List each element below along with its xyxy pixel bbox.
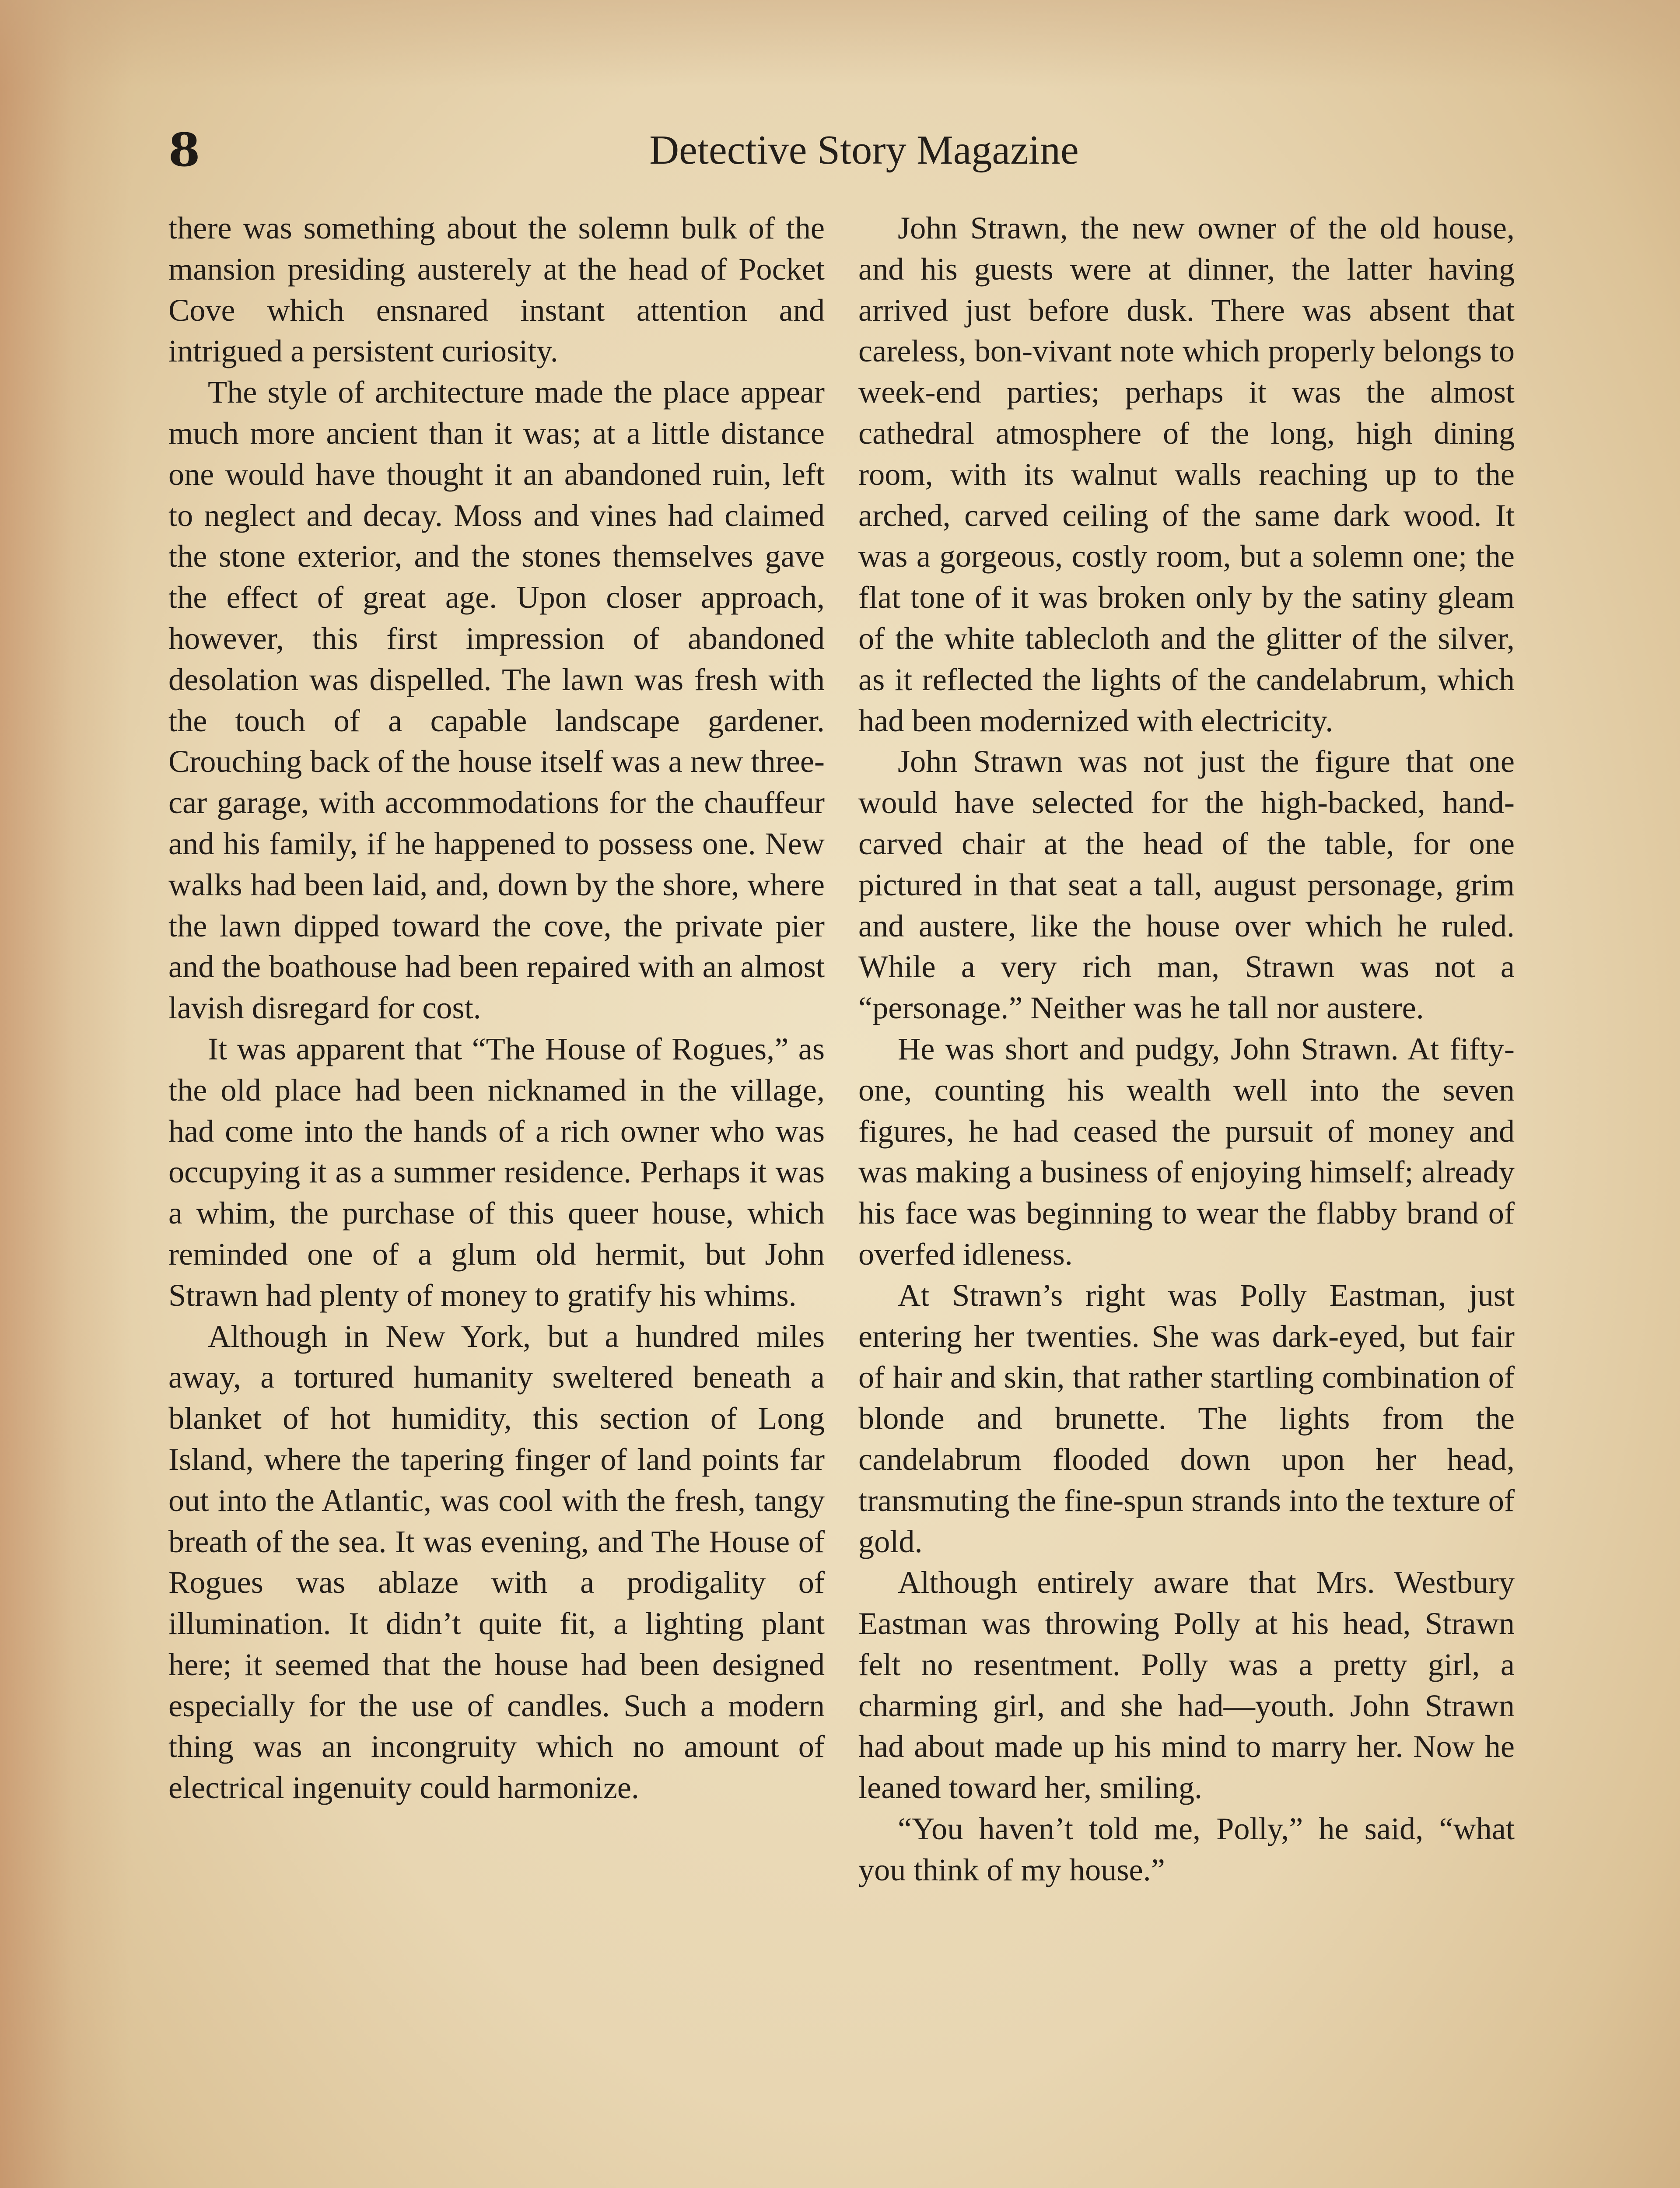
page-aging-top — [0, 0, 1680, 88]
paragraph: there was something about the solemn bulk of the mansion presiding austerely at the head of Pocket Cove which ensnared instant attention and intrigued a persistent curiosity. — [168, 210, 825, 369]
left-column — [168, 208, 825, 1809]
paragraph: Although in New York, but a hundred miles away, a tortured humanity sweltered beneath a blanket of hot humidity, this section of Long Island, where the tapering finger of land points far out into the Atlantic, was cool with the fresh, tangy breath of the sea. It was evening, and The House of Rogues was ablaze with a prodigality of illumination. It didn’t quite fit, a lighting plant here; it seemed that the house had been designed especially for the use of candles. Such a modern thing was an incongruity which no amount of electrical ingenuity could harmonize. — [168, 1318, 825, 1806]
paragraph: Although entirely aware that Mrs. Westbury Eastman was throwing Polly at his head, Strawn felt no resentment. Polly was a pretty girl, a charming girl, and she had—youth. John Strawn had about made up his mind to marry her. Now he leaned toward her, smiling. — [858, 1565, 1515, 1806]
running-title: Detective Story Magazine — [649, 127, 1079, 173]
page-number: 8 — [168, 123, 200, 177]
paragraph: “You haven’t told me, Polly,” he said, “what you think of my house.” — [858, 1811, 1515, 1887]
paragraph: It was apparent that “The House of Rogues,” as the old place had been nicknamed in the village, had come into the hands of a rich owner who was occupying it as a summer residence. Perhaps it was a whim, the purchase of this queer house, which reminded one of a glum old hermit, but John Strawn had plenty of money to gratify his whims. — [168, 1031, 825, 1313]
page-aging-left — [0, 0, 131, 2188]
paragraph: He was short and pudgy, John Strawn. At fifty-one, counting his wealth well into the seven figures, he had ceased the pursuit of money and was making a business of enjoying himself; already his face was beginning to wear the flabby brand of overfed idleness. — [858, 1031, 1515, 1272]
paragraph: John Strawn, the new owner of the old house, and his guests were at dinner, the latter having arrived just before dusk. There was absent that careless, bon-vivant note which properly belongs to week-end parties; perhaps it was the almost cathedral atmosphere of the long, high dining room, with its walnut walls reaching up to the arched, carved ceiling of the same dark wood. It was a gorgeous, costly room, but a solemn one; the flat tone of it was broken only by the satiny gleam of the white tablecloth and the glitter of the silver, as it reflected the lights of the candelabrum, which had been modernized with electricity. — [858, 210, 1515, 738]
paragraph: John Strawn was not just the figure that one would have selected for the high-backed, hand-carved chair at the head of the table, for one pictured in that seat a tall, august personage, grim and austere, like the house over which he ruled. While a very rich man, Strawn was not a “personage.” Neither was he tall nor austere. — [858, 744, 1515, 1026]
page-header — [168, 117, 1520, 183]
right-column — [858, 208, 1515, 1891]
paragraph: At Strawn’s right was Polly Eastman, just entering her twenties. She was dark-eyed, but fair of hair and skin, that rather startling combination of blonde and brunette. The lights from the candelabrum flooded down upon her head, transmuting the fine-spun strands into the texture of gold. — [858, 1277, 1515, 1559]
paragraph: The style of architecture made the place appear much more ancient than it was; at a little distance one would have thought it an abandoned ruin, left to neglect and decay. Moss and vines had claimed the stone exterior, and the stones themselves gave the effect of great age. Upon closer approach, however, this first impression of abandoned desolation was dispelled. The lawn was fresh with the touch of a capable landscape gardener. Crouching back of the house itself was a new three-car garage, with accommodations for the chauffeur and his family, if he happened to possess one. New walks had been laid, and, down by the shore, where the lawn dipped toward the cove, the private pier and the boathouse had been repaired with an almost lavish disregard for cost. — [168, 375, 825, 1026]
